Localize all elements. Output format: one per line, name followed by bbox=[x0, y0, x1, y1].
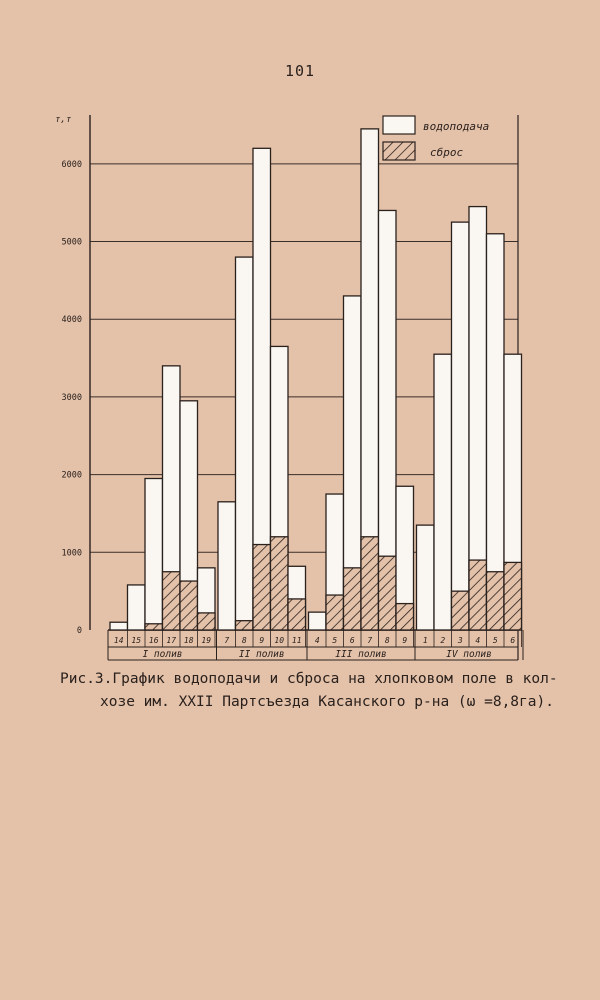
bar-sbros bbox=[163, 572, 181, 630]
bar-sbros bbox=[271, 537, 289, 630]
x-tick-label: 4 bbox=[475, 636, 481, 645]
bar-sbros bbox=[253, 545, 271, 630]
bar-sbros bbox=[326, 595, 344, 630]
x-tick-label: 6 bbox=[349, 636, 355, 645]
x-tick-label: 3 bbox=[457, 636, 463, 645]
legend-swatch-vodopodacha bbox=[383, 116, 415, 134]
x-tick-label: 9 bbox=[402, 636, 408, 645]
x-tick-label: 7 bbox=[224, 636, 230, 645]
x-tick-label: 9 bbox=[259, 636, 265, 645]
bar-sbros bbox=[452, 591, 470, 630]
legend-label-sbros: сброс bbox=[430, 146, 464, 159]
legend-swatch-sbros bbox=[383, 142, 415, 160]
y-tick-label: 2000 bbox=[61, 470, 82, 481]
bar-sbros bbox=[288, 599, 306, 630]
bar-sbros bbox=[504, 562, 522, 630]
bar-vodopodacha bbox=[452, 222, 470, 630]
bars bbox=[110, 129, 522, 630]
bar-vodopodacha bbox=[218, 502, 236, 630]
group-label: II полив bbox=[238, 649, 285, 660]
bar-vodopodacha bbox=[128, 585, 146, 630]
x-tick-label: 1 bbox=[422, 636, 428, 645]
bar-vodopodacha bbox=[110, 622, 128, 630]
group-label: I полив bbox=[142, 649, 183, 660]
x-tick-label: 10 bbox=[274, 636, 285, 645]
bar-sbros bbox=[180, 581, 198, 630]
x-tick-label: 4 bbox=[314, 636, 320, 645]
bar-sbros bbox=[469, 560, 487, 630]
x-tick-label: 8 bbox=[241, 636, 247, 645]
bar-vodopodacha bbox=[236, 257, 254, 630]
y-tick-label: 6000 bbox=[61, 159, 82, 170]
x-tick-label: 18 bbox=[183, 636, 194, 645]
x-tick-label: 16 bbox=[148, 636, 159, 645]
y-unit-label: т,т bbox=[55, 115, 72, 125]
x-tick-label: 5 bbox=[492, 636, 498, 645]
bar-sbros bbox=[487, 572, 505, 630]
bar-vodopodacha bbox=[145, 479, 163, 631]
x-tick-label: 11 bbox=[291, 636, 302, 645]
bar-sbros bbox=[236, 621, 254, 630]
legend bbox=[383, 116, 489, 160]
bar-sbros bbox=[396, 604, 414, 630]
bar-sbros bbox=[379, 556, 397, 630]
bar-vodopodacha bbox=[434, 354, 452, 630]
x-tick-labels bbox=[108, 630, 523, 660]
x-tick-label: 7 bbox=[367, 636, 373, 645]
x-tick-label: 2 bbox=[440, 636, 446, 645]
x-tick-label: 8 bbox=[384, 636, 390, 645]
y-tick-label: 1000 bbox=[61, 548, 82, 559]
bar-vodopodacha bbox=[309, 612, 327, 630]
y-tick-label: 4000 bbox=[61, 315, 82, 326]
bar-sbros bbox=[344, 568, 362, 630]
bar-vodopodacha bbox=[417, 525, 435, 630]
x-tick-label: 6 bbox=[510, 636, 516, 645]
figure-caption bbox=[40, 668, 560, 714]
y-tick-label: 5000 bbox=[61, 237, 82, 248]
bar-vodopodacha bbox=[487, 234, 505, 630]
group-label: IV полив bbox=[446, 649, 492, 660]
bar-sbros bbox=[198, 613, 216, 630]
group-label: III полив bbox=[335, 649, 387, 660]
x-tick-label: 17 bbox=[166, 636, 177, 645]
bar-sbros bbox=[361, 537, 379, 630]
caption-line-2: хозе им. XXII Партсъезда Касанского р-на (ω =8,8га). bbox=[100, 694, 554, 710]
x-tick-label: 15 bbox=[131, 636, 142, 645]
caption-line-1: Рис.3.График водоподачи и сброса на хлопковом поле в кол- bbox=[60, 671, 558, 687]
bar-sbros bbox=[145, 624, 163, 630]
page-number: 101 bbox=[284, 62, 316, 80]
legend-label-vodopodacha: водоподача bbox=[423, 120, 490, 133]
y-tick-label: 0 bbox=[76, 626, 82, 636]
x-tick-label: 14 bbox=[113, 636, 124, 645]
x-tick-label: 19 bbox=[201, 636, 212, 645]
x-tick-label: 5 bbox=[332, 636, 338, 645]
y-tick-label: 3000 bbox=[61, 392, 82, 403]
